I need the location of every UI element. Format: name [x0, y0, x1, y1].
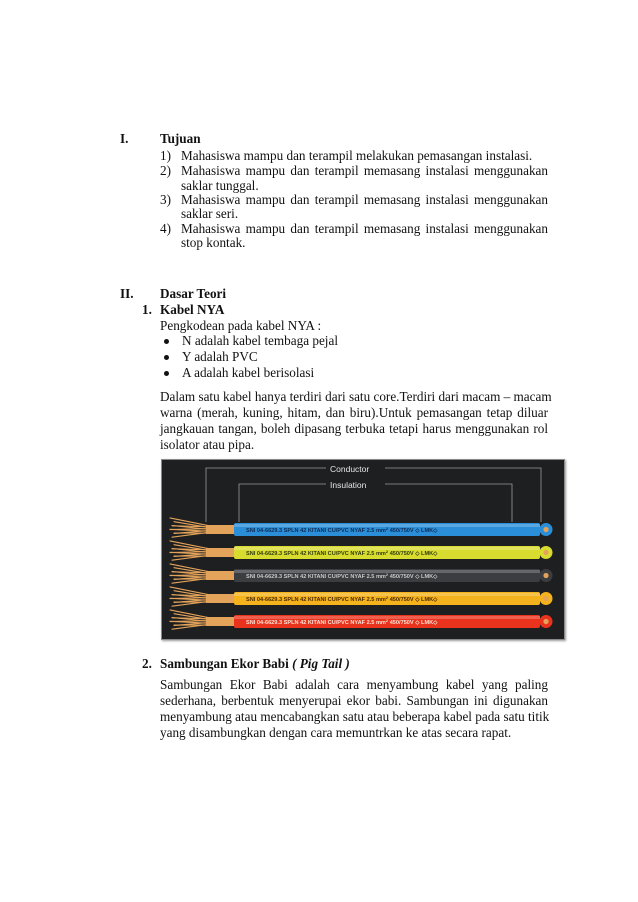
cable-print-prefix: SNI 04-6629.3 SPLN 42 KITANI CU/PVC NYAF 2.5 mm — [246, 528, 386, 535]
cable-print-sup: 2 — [385, 618, 389, 624]
cable-print-sup: 2 — [385, 572, 389, 578]
subsection-1-number: 1. — [142, 302, 152, 317]
copper-strands — [170, 541, 210, 560]
label-conductor: Conductor — [330, 464, 370, 474]
cable-print-suffix: 450/750V ◇ LMK◇ — [388, 574, 438, 581]
copper-strands — [170, 564, 210, 583]
cables-group — [170, 518, 553, 629]
objective-text: saklar seri. — [181, 206, 239, 221]
nya-cable — [170, 587, 553, 606]
cable-illustration — [162, 460, 564, 639]
objective-text: Mahasiswa mampu dan terampil memasang instalasi menggunakan — [181, 163, 548, 178]
insulation-leader-line-right — [385, 484, 512, 522]
cable-core — [543, 573, 548, 578]
objective-number: 3) — [160, 192, 171, 207]
copper-strands — [170, 587, 210, 606]
paragraph-line: isolator atau pipa. — [160, 437, 255, 452]
list-item: A adalah kabel berisolasi — [182, 365, 315, 380]
cable-core — [543, 550, 548, 555]
objective-number: 4) — [160, 221, 171, 236]
subsection-2-title — [160, 656, 350, 672]
nya-cable — [170, 541, 553, 560]
cable-print-suffix: 450/750V ◇ LMK◇ — [388, 528, 438, 535]
cable-core — [543, 596, 548, 601]
paragraph-line: menyambung atau mencabangkan satu atau beberapa kabel pada satu titik — [160, 709, 550, 724]
cable-print-sup: 2 — [385, 526, 389, 532]
nya-cable-figure — [161, 459, 565, 640]
section-1-title: Tujuan — [160, 131, 201, 146]
paragraph-line: Dalam satu kabel hanya terdiri dari satu core.Terdiri dari macam – macam — [160, 389, 552, 404]
label-insulation: Insulation — [330, 480, 367, 490]
paragraph-line: Sambungan Ekor Babi adalah cara menyambung kabel yang paling — [160, 677, 548, 692]
objective-text: Mahasiswa mampu dan terampil melakukan pemasangan instalasi. — [181, 148, 533, 163]
conductor-leader-line-right — [385, 468, 541, 522]
cable-print-suffix: 450/750V ◇ LMK◇ — [388, 620, 438, 627]
objective-text: Mahasiswa mampu dan terampil memasang instalasi menggunakan — [181, 221, 548, 236]
nya-cable — [170, 564, 553, 583]
cable-print-prefix: SNI 04-6629.3 SPLN 42 KITANI CU/PVC NYAF 2.5 mm — [246, 620, 386, 627]
nya-code-intro: Pengkodean pada kabel NYA : — [160, 318, 322, 333]
insulation-leader-line — [239, 484, 326, 522]
objective-number: 2) — [160, 163, 171, 178]
copper-strands — [170, 610, 210, 629]
conductor-leader-line — [206, 468, 326, 522]
cable-print-sup: 2 — [385, 549, 389, 555]
cable-print-prefix: SNI 04-6629.3 SPLN 42 KITANI CU/PVC NYAF 2.5 mm — [246, 551, 386, 558]
cable-print-suffix: 450/750V ◇ LMK◇ — [388, 551, 438, 558]
paragraph-line: jangkauan tangan, boleh dipasang terbuka tetapi harus menggunakan rol — [160, 421, 548, 436]
list-item: Y adalah PVC — [182, 349, 258, 364]
cable-print-suffix: 450/750V ◇ LMK◇ — [388, 597, 438, 604]
objective-text: Mahasiswa mampu dan terampil memasang instalasi menggunakan — [181, 192, 548, 207]
cable-core — [543, 527, 548, 532]
copper-strands — [170, 518, 210, 537]
cable-print-text — [246, 549, 438, 557]
objective-number: 1) — [160, 148, 171, 163]
cable-print-prefix: SNI 04-6629.3 SPLN 42 KITANI CU/PVC NYAF 2.5 mm — [246, 597, 386, 604]
cable-print-prefix: SNI 04-6629.3 SPLN 42 KITANI CU/PVC NYAF 2.5 mm — [246, 574, 386, 581]
cable-print-text — [246, 618, 438, 626]
section-2-number: II. — [120, 286, 134, 301]
bare-conductor — [206, 548, 238, 557]
cable-print-text — [246, 572, 438, 580]
paragraph-line: sederhana, berbentuk menyerupai ekor babi. Sambungan ini digunakan — [160, 693, 548, 708]
cable-print-text — [246, 595, 438, 603]
subsection-2-title-italic: ( Pig Tail ) — [292, 656, 350, 671]
bullet-icon — [164, 355, 169, 360]
paragraph-line: warna (merah, kuning, hitam, dan biru).Untuk pemasangan tetap diluar — [160, 405, 548, 420]
list-item: N adalah kabel tembaga pejal — [182, 333, 338, 348]
nya-cable — [170, 518, 553, 537]
paragraph-line: yang disambungkan dengan cara memuntrkan ke atas secara rapat. — [160, 725, 512, 740]
cable-core — [543, 619, 548, 624]
bullet-icon — [164, 339, 169, 344]
bullet-icon — [164, 371, 169, 376]
objective-text: stop kontak. — [181, 235, 246, 250]
subsection-1-title: Kabel NYA — [160, 302, 225, 317]
bare-conductor — [206, 617, 238, 626]
bare-conductor — [206, 571, 238, 580]
objective-text: saklar tunggal. — [181, 178, 259, 193]
section-2-title: Dasar Teori — [160, 286, 227, 301]
bare-conductor — [206, 594, 238, 603]
section-1-number: I. — [120, 131, 129, 146]
subsection-2-number: 2. — [142, 656, 152, 671]
nya-cable — [170, 610, 553, 629]
cable-print-text — [246, 526, 438, 534]
bare-conductor — [206, 525, 238, 534]
cable-print-sup: 2 — [385, 595, 389, 601]
subsection-2-title-main: Sambungan Ekor Babi — [160, 656, 289, 671]
